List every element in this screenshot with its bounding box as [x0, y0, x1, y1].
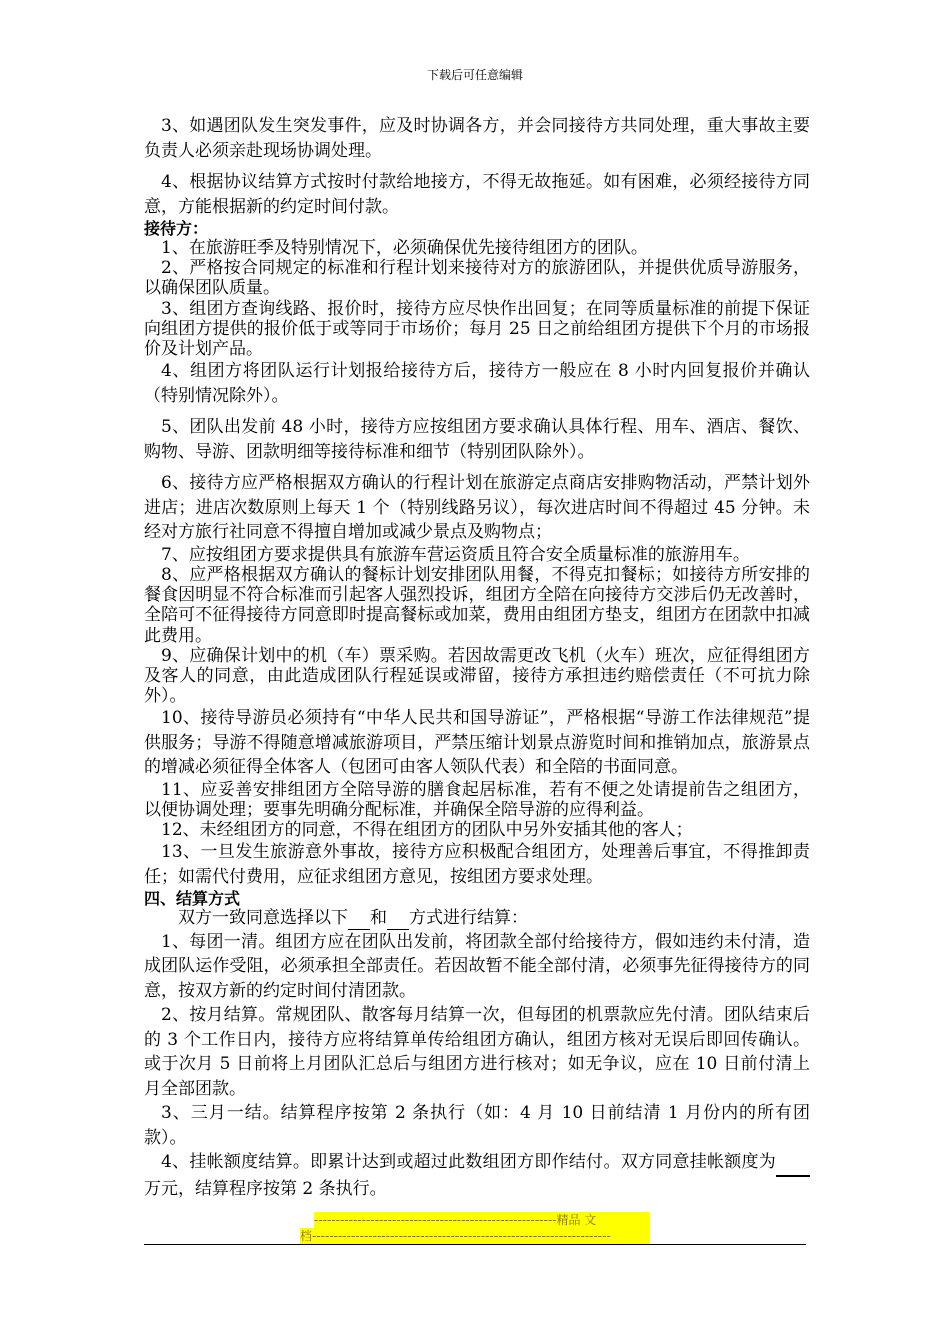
paragraph: 3、组团方查询线路、报价时，接待方应尽快作出回复；在同等质量标准的前提下保证向组团方提供的报价低于或等同于市场价；每月 25 日之前给组团方提供下个月的市场报价及计划产品。 [144, 298, 810, 360]
paragraph: 1、每团一清。组团方应在团队出发前，将团款全部付给接待方，假如违约未付清，造成团队运作受阻，必须承担全部责任。若因故暂不能全部付清，必须事先征得接待方的同意，按双方新的约定时间付清团款。 [144, 931, 810, 1001]
paragraph: 13、一旦发生旅游意外事故，接待方应积极配合组团方，处理善后事宜，不得推卸责任；如需代付费用，应征求组团方意见，按组团方要求处理。 [144, 842, 810, 887]
paragraph: 6、接待方应严格根据双方确认的行程计划在旅游定点商店安排购物活动，严禁计划外进店；进店次数原则上每天 1 个（特别线路另议），每次进店时间不得超过 45 分钟。未经对方旅行社同意不得擅自增加或减少景点及购物点； [144, 473, 810, 543]
settlement-intro-text: 方式进行结算： [409, 908, 528, 929]
footer-watermark [300, 1212, 650, 1244]
credit-line-text: 万元，结算程序按第 2 条执行。 [144, 1178, 387, 1199]
footer-rule [144, 1244, 806, 1245]
document-body [144, 114, 810, 1201]
paragraph: 3、三月一结。结算程序按第 2 条执行（如：4 月 10 日前结清 1 月份内的所有团款）。 [144, 1103, 810, 1148]
paragraph: 4、根据协议结算方式按时付款给地接方，不得无故拖延。如有困难，必须经接待方同意，方能根据新的约定时间付款。 [144, 172, 810, 217]
credit-line-text: 4、挂帐额度结算。即累计达到或超过此数组团方即作结付。双方同意挂帐额度为 [161, 1152, 776, 1173]
paragraph: 2、按月结算。常规团队、散客每月结算一次，但每团的机票款应先付清。团队结束后的 3 个工作日内，接待方应将结算单传给组团方确认，组团方核对无误后即回传确认。或于次月 5 日前将上月团队汇总后与组团方进行核对；如无争议，应在 10 日前付清上月全部团款。 [144, 1005, 810, 1099]
paragraph: 3、如遇团队发生突发事件，应及时协调各方，并会同接待方共同处理，重大事故主要负责人必须亲赴现场协调处理。 [144, 116, 810, 161]
paragraph: 8、应严格根据双方确认的餐标计划安排团队用餐，不得克扣餐标；如接待方所安排的餐食因明显不符合标准而引起客人强烈投诉，组团方全陪在向接待方交涉后仍无改善时，全陪可不征得接待方同意即时提高餐标或加菜，费用由组团方垫支，组团方在团款中扣减此费用。 [144, 564, 810, 646]
paragraph: 4、组团方将团队运行计划报给接待方后，接待方一般应在 8 小时内回复报价并确认（特别情况除外）。 [144, 361, 810, 406]
paragraph: 7、应按组团方要求提供具有旅游车营运资质且符合安全质量标准的旅游用车。 [161, 544, 750, 565]
page-header: 下载后可任意编辑 [426, 68, 523, 82]
footer-line: 档--------------------------------------------------------------------- [300, 1228, 650, 1244]
blank-line [776, 1150, 810, 1177]
paragraph: 11、应妥善安排组团方全陪导游的膳食起居标准，若有不便之处请提前告之组团方，以便协调处理；要事先明确分配标准，并确保全陪导游的应得利益。 [144, 779, 810, 821]
settlement-intro-text: 和 [370, 908, 387, 929]
paragraph: 5、团队出发前 48 小时，接待方应按组团方要求确认具体行程、用车、酒店、餐饮、购物、导游、团款明细等接待标准和细节（特别团队除外）。 [144, 417, 810, 462]
blank-line [387, 908, 409, 929]
settlement-intro-text: 双方一致同意选择以下 [178, 908, 348, 929]
settlement-intro [144, 908, 810, 929]
section-heading: 四、结算方式 [144, 889, 241, 909]
paragraph: 2、严格按合同规定的标准和行程计划来接待对方的旅游团队，并提供优质导游服务，以确保团队质量。 [144, 258, 810, 299]
paragraph: 1、在旅游旺季及特别情况下，必须确保优先接待组团方的团队。 [161, 238, 648, 258]
section-heading: 接待方： [144, 219, 209, 238]
paragraph: 10、接待导游员必须持有“中华人民共和国导游证”，严格根据“导游工作法律规范”提供服务；导游不得随意增减旅游项目，严禁压缩计划景点游览时间和推销加点，旅游景点的增减必须征得全体客人（包团可由客人领队代表）和全陪的书面同意。 [144, 708, 810, 778]
footer-line: --------------------------------------------------------精品 文 [314, 1212, 650, 1228]
blank-line [348, 908, 370, 929]
credit-line-paragraph [144, 1150, 810, 1201]
paragraph: 9、应确保计划中的机（车）票采购。若因故需更改飞机（火车）班次，应征得组团方及客人的同意，由此造成团队行程延误或滞留，接待方承担违约赔偿责任（不可抗力除外）。 [144, 645, 810, 707]
paragraph: 12、未经组团方的同意，不得在组团方的团队中另外安插其他的客人； [161, 820, 693, 841]
